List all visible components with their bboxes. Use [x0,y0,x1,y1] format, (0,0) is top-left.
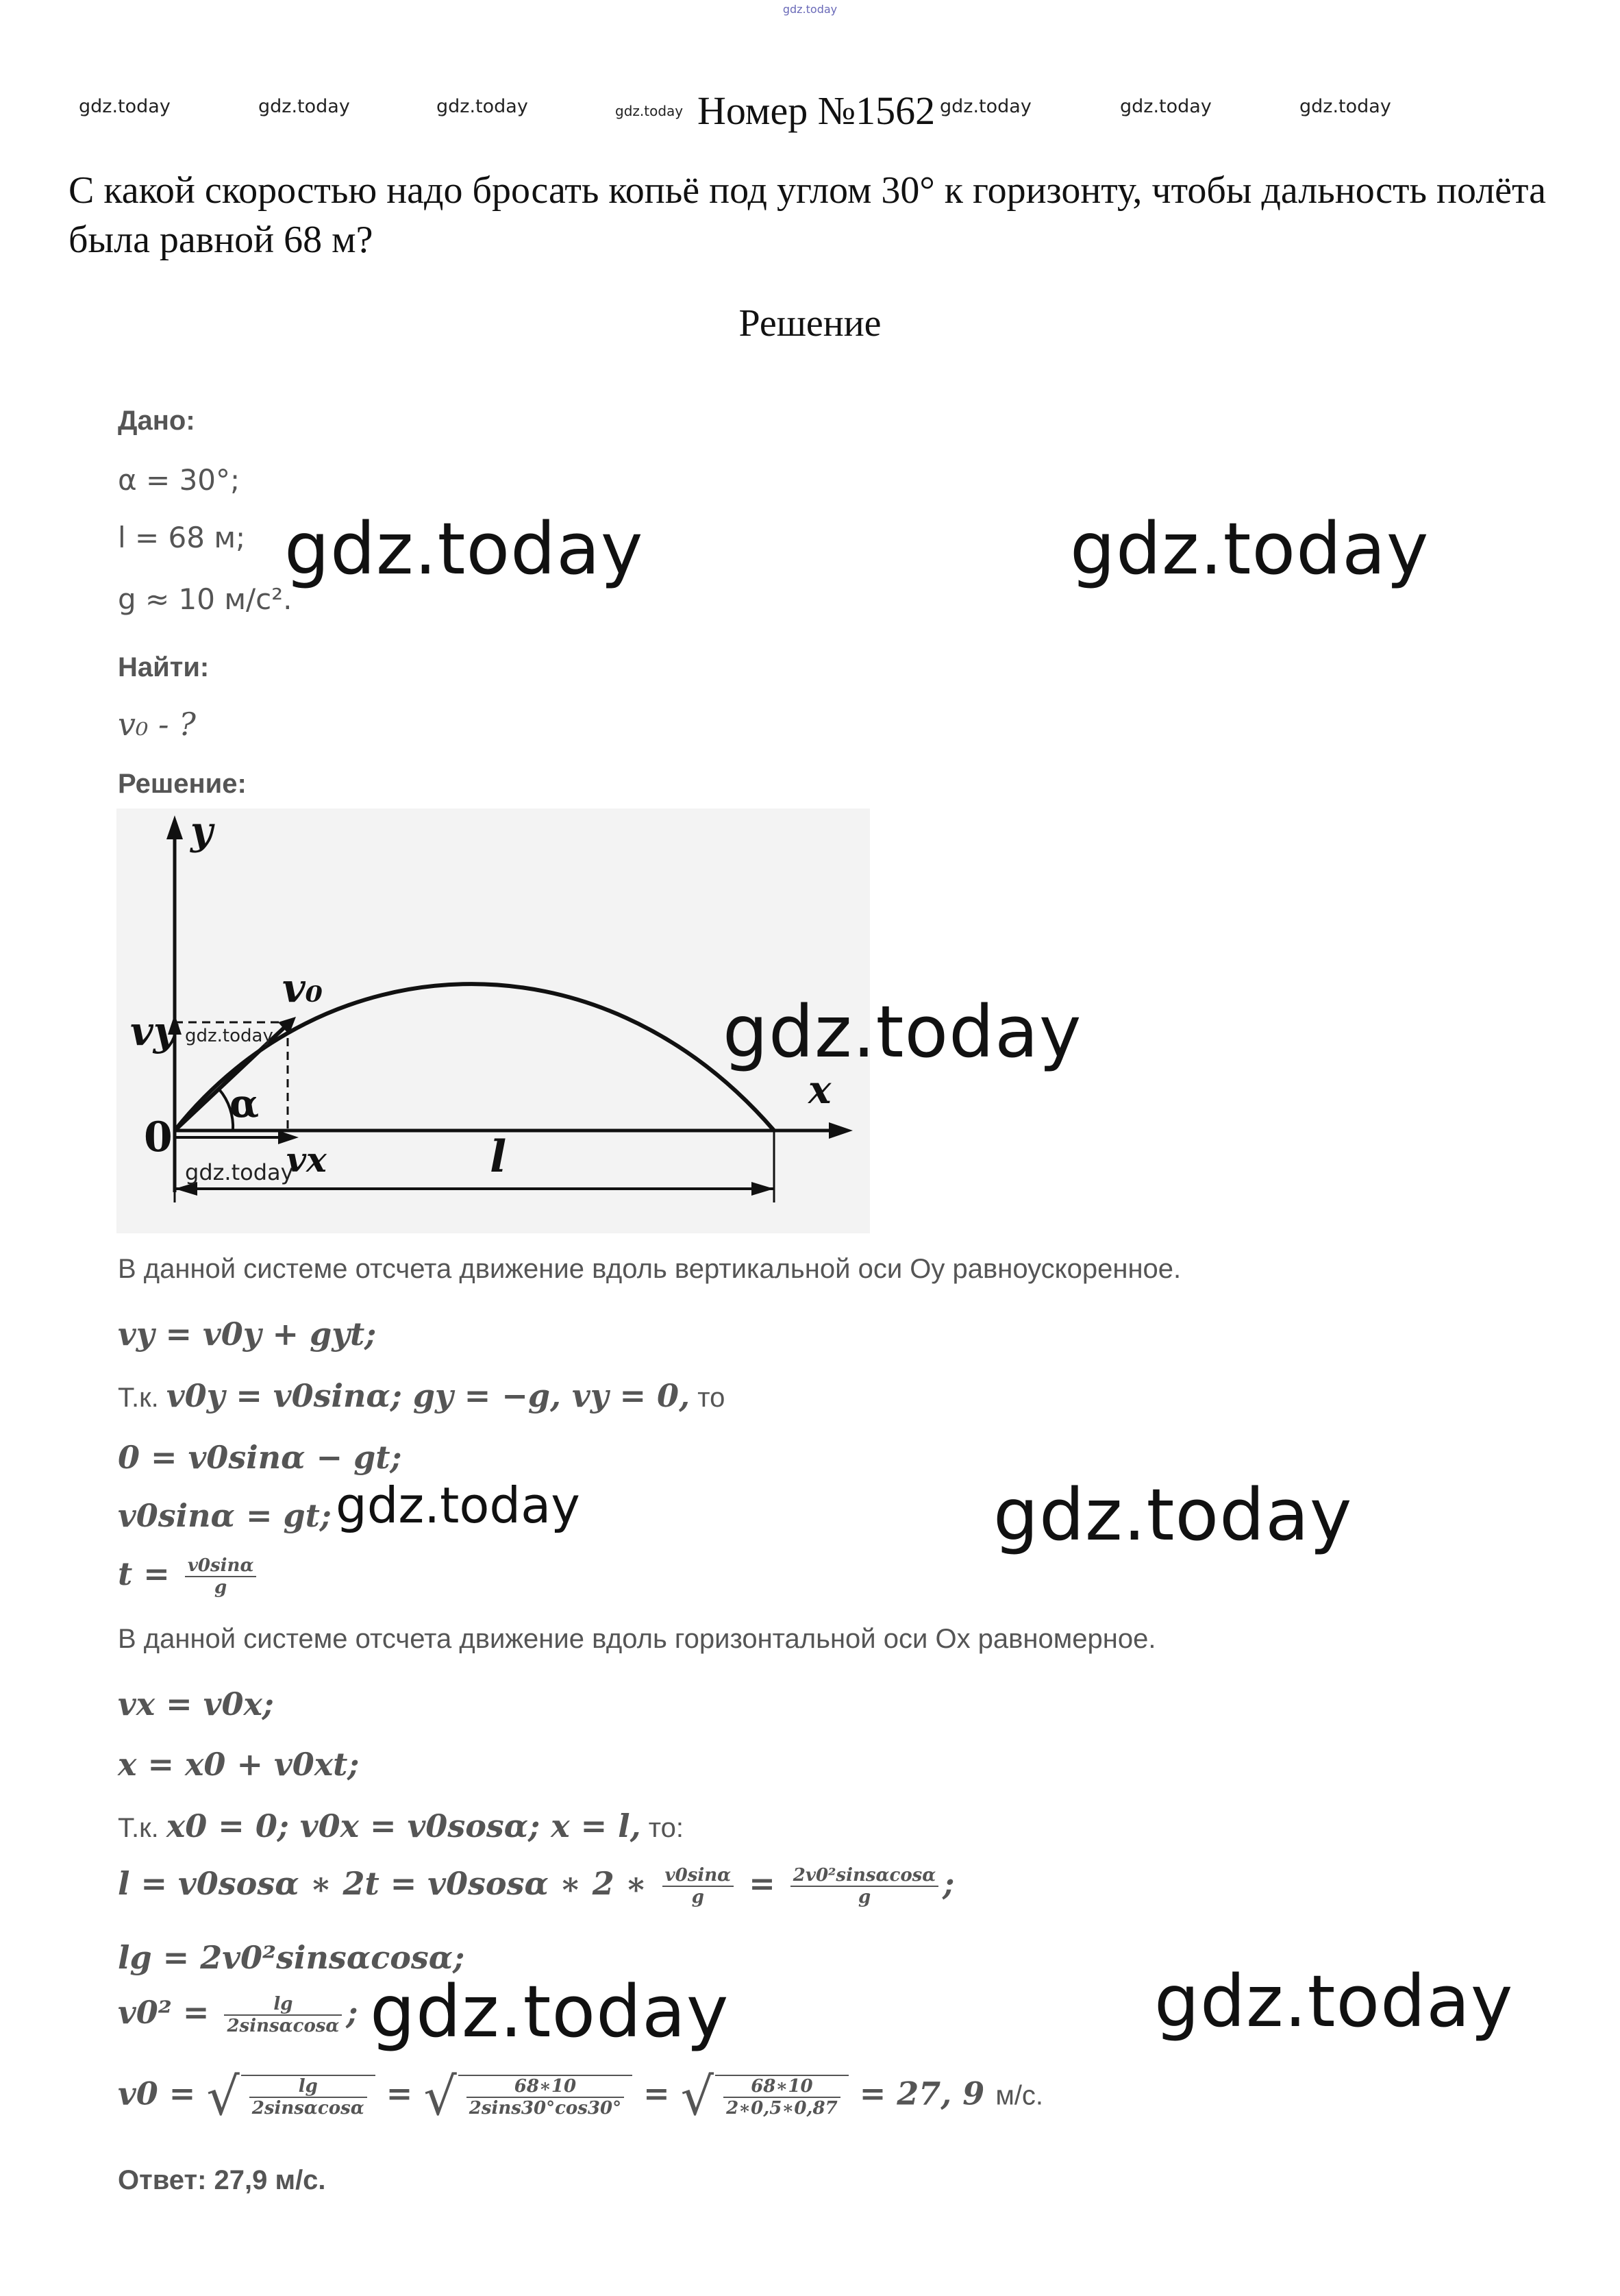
watermark: gdz.today [185,1026,273,1046]
eq-range: l = v0sosα ∗ 2t = v0sosα ∗ 2 ∗ $\frac{v0\sin\alpha}{g}$ = $\frac{\text{2v0²sinsαcosα}}{g}$ ; [118,1865,955,1908]
eq-v0-squared: v0² = $\frac{\lg}{2\sin s\alpha\cos\alpha}$ ; [118,1994,358,2036]
origin-label: 0 [144,1113,173,1161]
vertical-motion-text: В данной системе отсчета движение вдоль вертикальной оси Oy равноускоренное. [118,1254,1182,1284]
alpha-label: α [229,1081,260,1126]
eq-time: t = $\frac{v0\sin\alpha}{g}$ [118,1555,260,1598]
watermark: gdz.today [79,96,171,117]
watermark: gdz.today [940,96,1032,117]
eq-vx: vx = v0x; [118,1686,274,1723]
watermark: gdz.today [370,1970,730,2053]
eq-conditions-horizontal: Т.к. x0 = 0; v0x = v0sosα; x = l, то: [118,1807,684,1844]
eq-conditions-vertical: Т.к. v0y = v0sinα; gy = −g, vy = 0, то [118,1377,725,1414]
watermark: gdz.today [1299,96,1391,117]
given-length: l = 68 м; [118,521,246,554]
eq-gt: v0sinα = gt; [118,1497,332,1534]
watermark: gdz.today [723,990,1082,1074]
find-label: Найти: [118,652,210,682]
watermark: gdz.today [1120,96,1212,117]
problem-question: С какой скоростью надо бросать копьё под углом 30° к горизонту, чтобы дальность полёта была равной 68 м? [68,169,1547,261]
given-gravity: g ≈ 10 м/с². [118,582,292,616]
watermark: gdz.today [336,1477,580,1534]
watermark: gdz.today [1154,1960,1514,2043]
solution-heading: Решение [738,302,882,345]
find-value: v₀ - ? [118,706,196,743]
given-alpha: α = 30°; [118,463,240,497]
solution-label: Решение: [118,769,247,799]
watermark: gdz.today [1070,507,1430,591]
watermark: gdz.today [284,507,644,591]
eq-lg: lg = 2v0²sinsαcosα; [118,1939,465,1976]
eq-zero: 0 = v0sinα − gt; [118,1439,402,1476]
v0-label: v₀ [282,965,323,1011]
horizontal-motion-text: В данной системе отсчета движение вдоль горизонтальной оси Ox равномерное. [118,1624,1156,1654]
range-label: l [490,1131,507,1183]
x-axis-label: x [808,1067,832,1113]
page-title: Номер №1562 [697,88,936,133]
eq-vy: vy = v0y + gyt; [118,1316,377,1353]
vy-label: vy [130,1008,177,1054]
watermark: gdz.today [185,1159,294,1185]
vx-label: vx [286,1139,327,1180]
given-label: Дано: [118,406,195,436]
watermark: gdz.today [615,103,684,119]
top-watermark: gdz.today [782,3,838,16]
watermark: gdz.today [436,96,528,117]
watermark: gdz.today [258,96,350,117]
y-axis-label: y [190,808,213,854]
watermark: gdz.today [993,1473,1353,1557]
eq-v0-result: v0 = √ $\frac{\lg}{2\sin s\alpha\cos\alpha}$ = √ $\frac{68∗10}{2\sin s30^\circ\cos 30^\circ}$ = √ $\frac{68∗10}{2∗0,5∗0,87}$ = 27, 9 м/с. [118,2066,1044,2127]
answer: Ответ: 27,9 м/с. [118,2165,326,2195]
eq-x: x = x0 + v0xt; [118,1746,360,1783]
